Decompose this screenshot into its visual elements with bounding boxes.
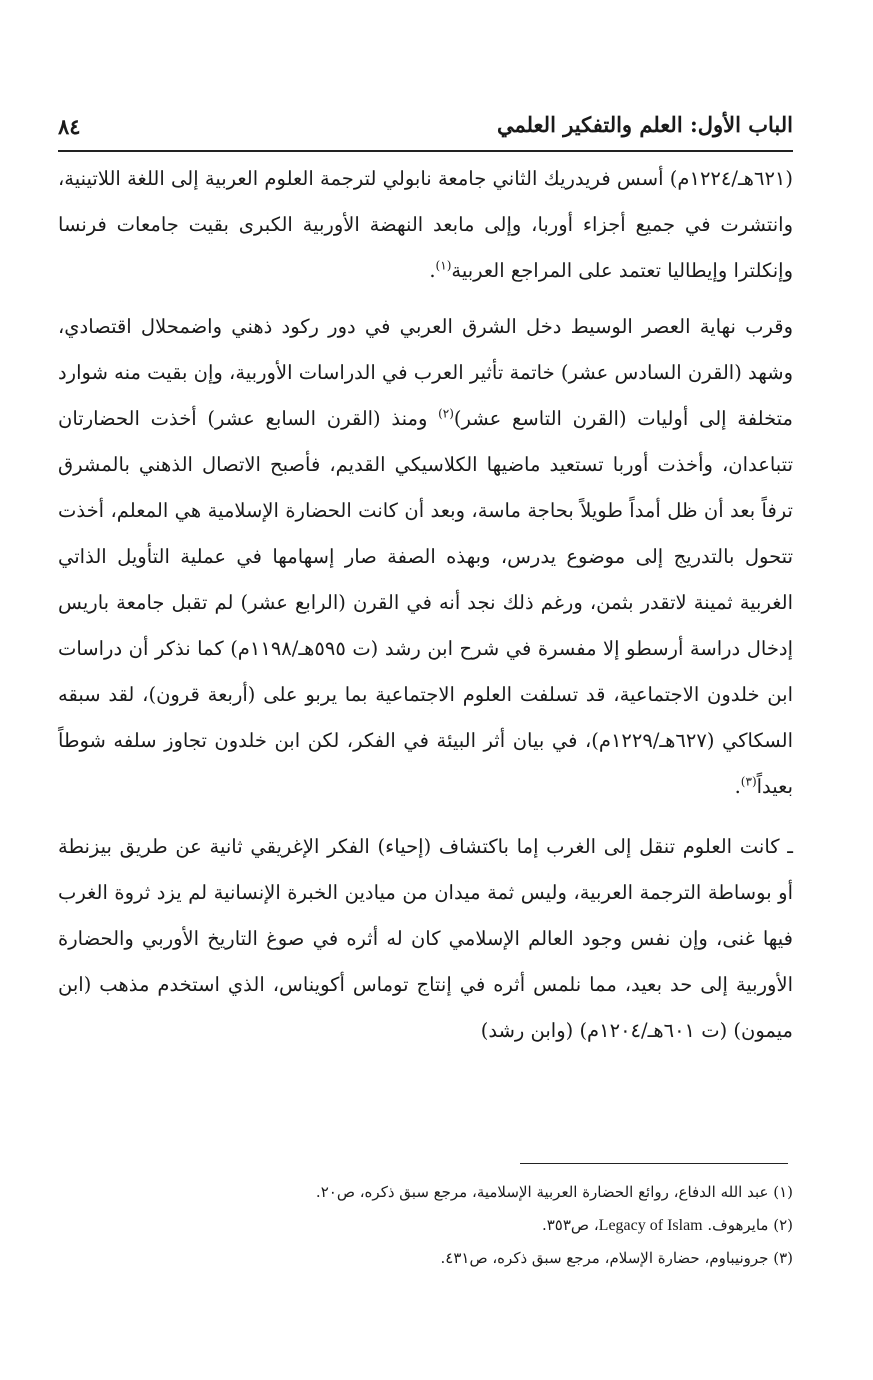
paragraph-2-text-b: ومنذ (القرن السابع عشر) أخذت الحضارتان تتباعدان، وأخذت أوربا تستعيد ماضيها الكلاسيكي القديم، فأصبح الاتصال الذهني بالمشرق ترفاً بعد أن ظل أمداً طويلاً بحاجة ماسة، وبعد أن كانت الحضارة الإسلامية هي المعلم، أخذت تتحول بالتدريج إلى موضوع يدرس، وبهذه الصفة صار إسهامها في عملية التأويل الذاتي الغربية ثمينة لاتقدر بثمن، ورغم ذلك نجد أنه في القرن (الرابع عشر) لم تقبل جامعة باريس إدخال دراسة أرسطو إلا مفسرة في شرح ابن رشد (ت ٥٩٥هـ/١١٩٨م) كما نذكر أن دراسات ابن خلدون الاجتماعية، قد تسلفت العلوم الاجتماعية بما يربو على (أربعة قرون)، لقد سبقه السكاكي (٦٢٧هـ/١٢٢٩م)، في بيان أثر البيئة في الفكر، لكن ابن خلدون تجاوز سلفه شوطاً بعيداً <box>58 407 794 798</box>
footnote-ref-1: (١) <box>435 258 452 273</box>
footnote-3-text: جرونيباوم، حضارة الإسلام، مرجع سبق ذكره، ص٤٣١. <box>440 1249 769 1267</box>
page-number: ٨٤ <box>58 114 81 139</box>
paragraph-2-text-a: وقرب نهاية العصر الوسيط دخل الشرق العربي في دور ركود ذهني واضمحلال اقتصادي، وشهد (القرن السادس عشر) خاتمة تأثير العرب في الدراسات الأوربية، وإن بقيت منه شوارد متخلفة إلى أوليات (القرن التاسع عشر) <box>58 315 794 430</box>
paragraph-2 <box>58 304 793 810</box>
footnote-1 <box>58 1176 793 1209</box>
footnote-2-english-title: Legacy of Islam <box>598 1217 703 1234</box>
paragraph-2-tail: . <box>734 775 741 798</box>
paragraph-1-text: (٦٢١هـ/١٢٢٤م) أسس فريدريك الثاني جامعة نابولي لترجمة العلوم العربية إلى اللغة اللاتينية، وانتشرت في جميع أجزاء أوربا، وإلى مابعد النهضة الأوربية الكبرى بقيت جامعات فرنسا وإنكلترا وإيطاليا تعتمد على المراجع العربية <box>58 167 793 282</box>
header-rule <box>58 150 793 152</box>
footnote-2 <box>58 1209 793 1242</box>
running-header <box>58 108 793 148</box>
footnote-2-number: (٢) <box>773 1216 793 1234</box>
footnote-ref-3: (٣) <box>740 774 757 789</box>
footnote-1-text: عبد الله الدفاع، روائع الحضارة العربية الإسلامية، مرجع سبق ذكره، ص٢٠. <box>315 1183 769 1201</box>
paragraph-3-text: ـ كانت العلوم تنقل إلى الغرب إما باكتشاف (إحياء) الفكر الإغريقي ثانية عن طريق بيزنطة أو بوساطة الترجمة العربية، وليس ثمة ميدان من ميادين الخبرة الإنسانية لم يزد ثروة الغرب فيها غنى، وإن نفس وجود العالم الإسلامي كان له أثره في صوغ التاريخ الأوربي والحضارة الأوربية إلى حد بعيد، مما نلمس أثره في إنتاج توماس أكويناس، الذي استخدم مذهب (ابن ميمون) (ت ٦٠١هـ/١٢٠٤م) (وابن رشد) <box>58 835 793 1042</box>
footnote-separator <box>520 1163 788 1164</box>
body-text <box>58 156 793 1054</box>
paragraph-1 <box>58 156 793 294</box>
footnotes <box>58 1176 793 1275</box>
footnote-ref-2: (٢) <box>438 406 454 421</box>
footnote-2-text-before: مايرهوف. <box>702 1216 769 1234</box>
paragraph-3 <box>58 824 793 1054</box>
footnote-2-text-after: ، ص٣٥٣. <box>541 1216 599 1234</box>
footnote-3 <box>58 1242 793 1275</box>
paragraph-1-tail: . <box>429 259 436 282</box>
chapter-title: الباب الأول: العلم والتفكير العلمي <box>496 112 793 137</box>
footnote-1-number: (١) <box>773 1183 793 1201</box>
footnote-3-number: (٣) <box>773 1249 793 1267</box>
